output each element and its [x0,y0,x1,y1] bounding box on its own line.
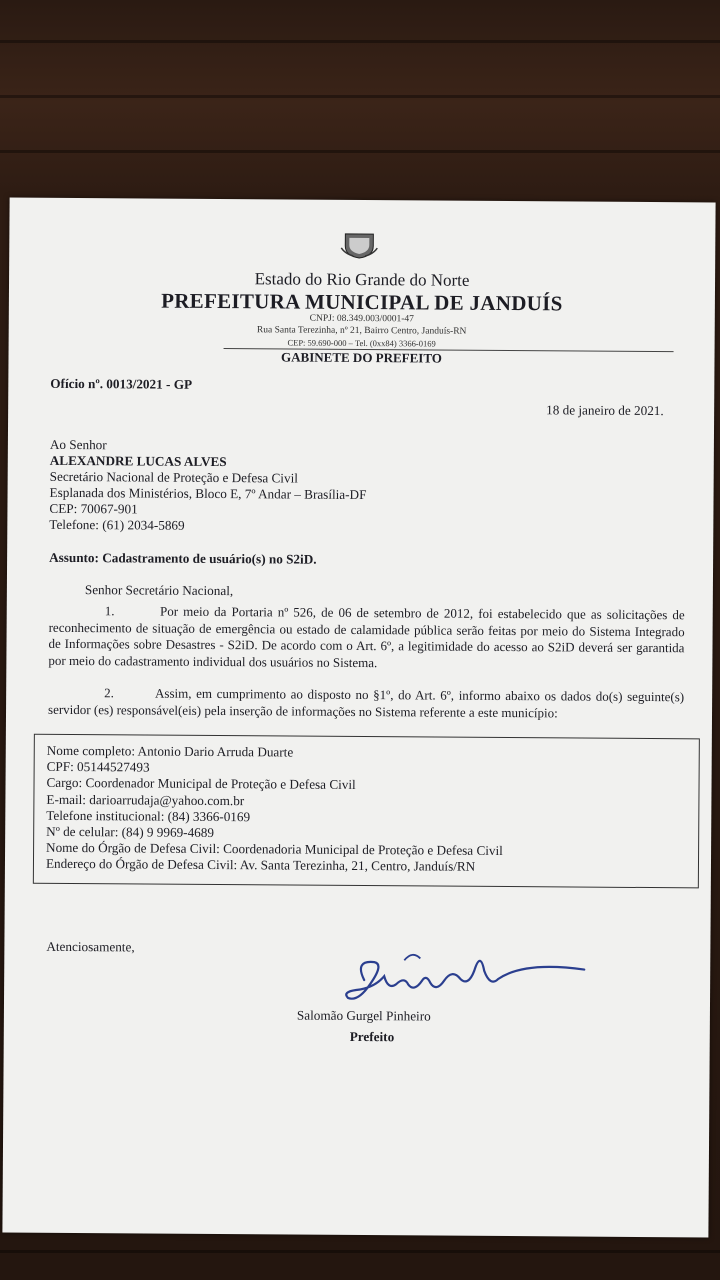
paragraph-1 [48,603,684,673]
gabinete-heading: GABINETE DO PREFEITO [281,349,442,366]
cnpj-text: CNPJ: 08.349.003/0001-47 [309,313,414,325]
signer-title: Prefeito [349,1028,395,1045]
user-full-name: Nome completo: Antonio Dario Arruda Duarte [46,742,294,760]
user-cellphone: Nº de celular: (84) 9 9969-4689 [46,823,215,841]
recipient-address: Esplanada dos Ministérios, Bloco E, 7º Andar – Brasília-DF [49,484,367,503]
greeting: Senhor Secretário Nacional, [84,582,234,599]
user-institutional-phone: Telefone institucional: (84) 3366-0169 [46,807,251,825]
paragraph-2-number: 2. [104,685,114,701]
letter-date: 18 de janeiro de 2021. [546,402,664,419]
subject-line: Assunto: Cadastramento de usuário(s) no S2iD. [49,549,317,567]
recipient-salutation: Ao Senhor [49,436,107,453]
defesa-civil-organ-name: Nome do Órgão de Defesa Civil: Coordenadoria Municipal de Proteção e Defesa Civil [46,840,503,859]
paragraph-2 [48,685,684,722]
closing: Atenciosamente, [46,938,135,955]
user-cpf: CPF: 05144527493 [46,759,150,775]
paragraph-1-text: Por meio da Portaria nº 526, de 06 de setembro de 2012, foi estabelecido que as solicitações de reconhecimento de situação de emergência ou estado de calamidade pública serão feitas por meio do Sistema Integrado de Informações sobre Desastres - S2iD. De acordo com o Art. 6º, a legitimidade do acesso ao S2iD deverá ser garantida por meio do cadastramento individual dos usuários no Sistema. [48,603,685,670]
prefeitura-heading: PREFEITURA MUNICIPAL DE JANDUÍS [161,288,563,316]
document-page [2,198,715,1238]
user-email: E-mail: darioarrudaja@yahoo.com.br [46,791,245,808]
state-heading: Estado do Rio Grande do Norte [254,269,470,290]
defesa-civil-organ-address: Endereço do Órgão de Defesa Civil: Av. Santa Terezinha, 21, Centro, Janduís/RN [45,856,476,875]
user-cargo: Cargo: Coordenador Municipal de Proteção e Defesa Civil [46,775,356,793]
address-text: Rua Santa Terezinha, nº 21, Bairro Centro, Janduís-RN [256,325,467,337]
recipient-phone: Telefone: (61) 2034-5869 [49,516,185,533]
wood-grain [0,40,720,43]
recipient-name: ALEXANDRE LUCAS ALVES [49,452,227,470]
wood-grain [0,150,720,153]
user-data-box [33,734,700,889]
municipal-crest-icon [339,230,379,260]
wood-grain [0,95,720,98]
wood-grain [0,1250,720,1253]
cep-tel-text: CEP: 59.690-000 – Tel. (0xx84) 3366-0169 [287,337,436,349]
recipient-cep: CEP: 70067-901 [49,500,138,517]
paragraph-2-text: Assim, em cumprimento ao disposto no §1º, do Art. 6º, informo abaixo os dados do(s) seguinte(s) servidor (es) responsável(eis) pela inserção de informações no Sistema referente a este município: [48,685,685,720]
paragraph-1-number: 1. [104,603,115,619]
oficio-number: Ofício nº. 0013/2021 - GP [50,375,193,392]
recipient-role: Secretário Nacional de Proteção e Defesa Civil [49,468,298,486]
signer-name: Salomão Gurgel Pinheiro [296,1007,431,1024]
